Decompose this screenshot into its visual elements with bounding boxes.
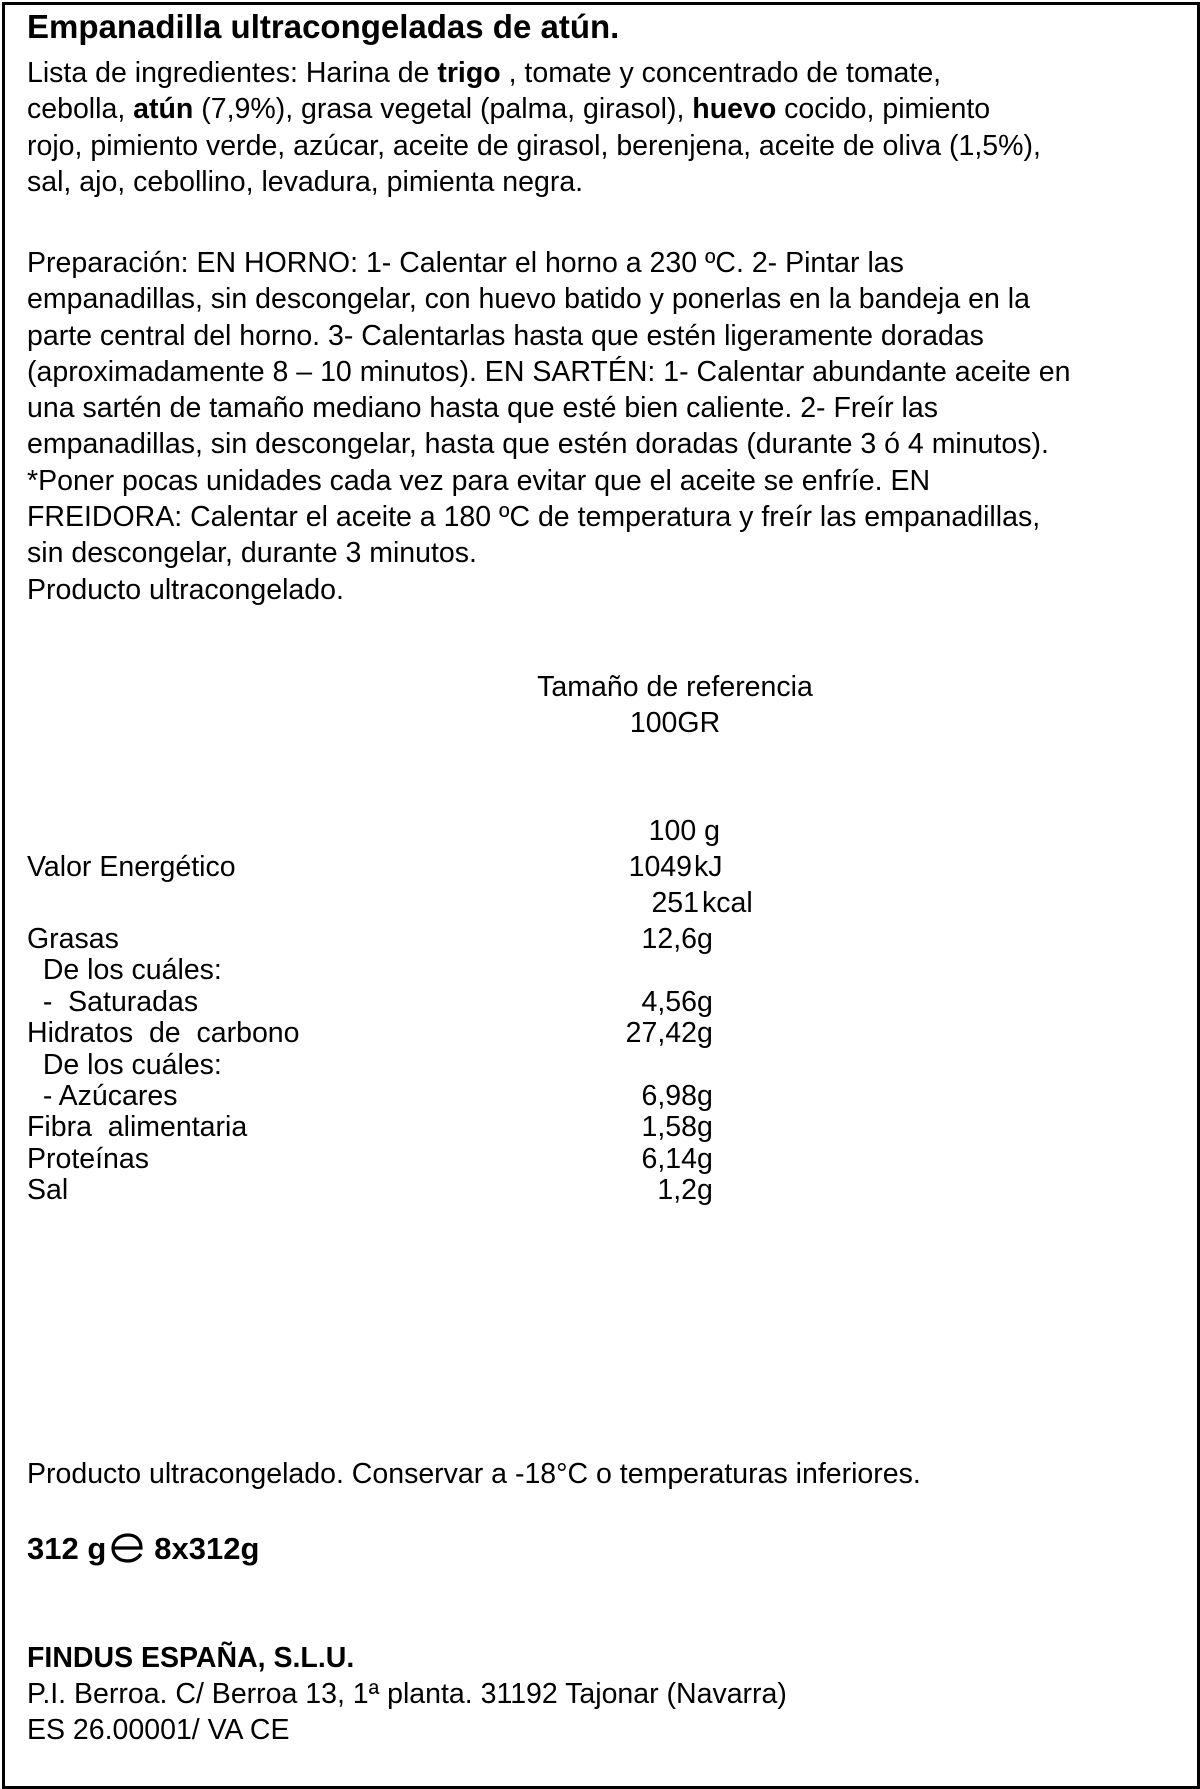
preparation-line: FREIDORA: Calentar el aceite a 180 ºC de temperatura y freír las empanadillas, — [27, 501, 1041, 534]
nutrient-value: 1,58 — [641, 1111, 697, 1143]
reference-size-value: 100GR — [629, 707, 721, 739]
allergen-text: trigo — [437, 57, 501, 89]
nutrient-unit: g — [697, 1143, 713, 1175]
nutrition-column-header: 100 g — [648, 815, 720, 847]
nutrient-label: De los cuáles: — [27, 1049, 222, 1081]
energy-kj-value: 1049 — [628, 851, 692, 883]
ingredient-text: cebolla, — [27, 93, 134, 126]
nutrient-value: 1,2 — [657, 1174, 697, 1206]
product-title: Empanadilla ultracongeladas de atún. — [27, 8, 620, 45]
nutrient-label: De los cuáles: — [27, 954, 222, 986]
energy-label: Valor Energético — [27, 851, 236, 883]
ingredient-text: (7,9%), grasa vegetal (palma, girasol), — [193, 93, 693, 126]
ingredients-line — [27, 91, 1177, 127]
energy-kcal-value: 251 — [651, 887, 699, 919]
ingredient-text: , tomate y concentrado de tomate, — [500, 57, 942, 89]
ingredients-list — [27, 55, 1177, 200]
preparation-line: empanadillas, sin descongelar, hasta que estén doradas (durante 3 ó 4 minutos). — [27, 428, 1049, 461]
ingredient-text: cocido, pimiento — [776, 93, 991, 126]
preparation-line: (aproximadamente 8 – 10 minutos). EN SARTÉN: 1- Calentar abundante aceite en — [27, 355, 1071, 388]
nutrient-unit: g — [697, 1174, 713, 1206]
nutrient-value: 27,42 — [625, 1017, 697, 1049]
storage-instructions: Producto ultracongelado. Conservar a -18°C o temperaturas inferiores. — [27, 1458, 921, 1490]
preparation-line: empanadillas, sin descongelar, con huevo batido y ponerlas en la bandeja en la — [27, 283, 1030, 316]
nutrient-label: Fibra alimentaria — [27, 1111, 248, 1143]
net-weight — [27, 1530, 259, 1568]
preparation-line: Preparación: EN HORNO: 1- Calentar el horno a 230 ºC. 2- Pintar las — [27, 247, 904, 279]
net-weight-value: 312 g — [27, 1531, 107, 1566]
nutrient-label: Sal — [27, 1174, 69, 1206]
company-address: P.I. Berroa. C/ Berroa 13, 1ª planta. 31192 Tajonar (Navarra) — [27, 1678, 787, 1710]
nutrient-label: Hidratos de carbono — [27, 1017, 300, 1049]
ingredient-text: sal, ajo, cebollino, levadura, pimienta negra. — [27, 165, 584, 198]
energy-kcal-unit: kcal — [702, 887, 753, 919]
health-registry: ES 26.00001/ VA CE — [27, 1714, 290, 1746]
nutrient-unit: g — [697, 923, 713, 955]
nutrient-unit: g — [697, 986, 713, 1018]
nutrient-label: - Saturadas — [27, 986, 199, 1018]
nutrient-value: 6,14 — [641, 1143, 697, 1175]
preparation-line: parte central del horno. 3- Calentarlas hasta que estén ligeramente doradas — [27, 319, 984, 352]
preparation-instructions — [27, 245, 1177, 608]
allergen-text: atún — [133, 93, 194, 126]
nutrient-label: Proteínas — [27, 1143, 149, 1175]
ingredients-line — [27, 55, 1177, 91]
product-label — [2, 2, 1200, 1789]
pack-count: 8x312g — [154, 1531, 260, 1566]
preparation-line: una sartén de tamaño mediano hasta que esté bien caliente. 2- Freír las — [27, 392, 938, 425]
ingredient-text: rojo, pimiento verde, azúcar, aceite de girasol, berenjena, aceite de oliva (1,5%), — [27, 129, 1041, 162]
nutrient-value: 4,56 — [641, 986, 697, 1018]
nutrient-unit: g — [697, 1111, 713, 1143]
nutrient-label: - Azúcares — [27, 1080, 178, 1112]
company-name: FINDUS ESPAÑA, S.L.U. — [27, 1642, 355, 1674]
estimated-e-mark-icon — [108, 1532, 148, 1564]
nutrient-label: Grasas — [27, 923, 119, 955]
reference-size-label: Tamaño de referencia — [537, 671, 813, 703]
nutrient-value: 12,6 — [641, 923, 697, 955]
ingredients-line — [27, 164, 1177, 200]
nutrient-unit: g — [697, 1080, 713, 1112]
nutrient-value: 6,98 — [641, 1080, 697, 1112]
nutrient-unit: g — [697, 1017, 713, 1049]
allergen-text: huevo — [692, 93, 777, 126]
preparation-line: sin descongelar, durante 3 minutos. — [27, 537, 477, 570]
energy-kj-unit: kJ — [694, 851, 723, 883]
preparation-line: Producto ultracongelado. — [27, 573, 344, 606]
ingredients-line — [27, 128, 1177, 164]
preparation-line: *Poner pocas unidades cada vez para evitar que el aceite se enfríe. EN — [27, 464, 931, 497]
ingredient-text: Lista de ingredientes: Harina de — [27, 57, 438, 89]
